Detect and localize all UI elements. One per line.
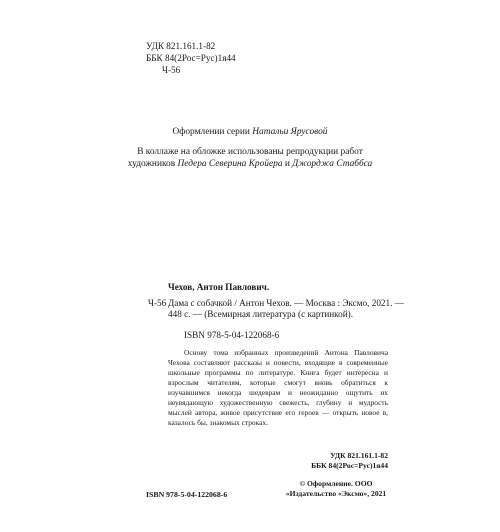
top-bbk-code: ББК 84(2Рос=Рус)1я44 xyxy=(146,53,236,63)
footer-copyright: © Оформление. ООО «Издательство «Эксмо», 2021 xyxy=(285,479,387,498)
series-note-prefix: Оформлении серии xyxy=(172,127,253,137)
collage-note-line2 xyxy=(0,158,500,170)
bibliographic-record: Дама с собачкой / Антон Чехов. — Москва : Эксмо, 2021. — 448 с. — (Всемирная литература (с картинкой). xyxy=(168,298,404,319)
top-classification-codes xyxy=(146,40,236,76)
series-design-note xyxy=(0,126,500,138)
top-udk-code: УДК 821.161.1-82 xyxy=(146,41,216,51)
bottom-bbk-code: ББК 84(2Рос=Рус)1я44 xyxy=(311,461,388,470)
bibliographic-author-mark: Ч-56 xyxy=(148,298,167,308)
book-annotation: Основу тома избранных произведений Антона Павловича Чехова составляют рассказы и повести, входящие в современные школьные программы по литературе. Книга будет интересна и взрослым читателям, которые смогут вновь обратиться к изучавшимся некогда шедеврам и неожиданно ощутить их неувядающую художественную свежесть, глубину и мудрость мыслей автора, живое присутствие его героев — открыть новое в, казалось бы, знакомых строках. xyxy=(168,348,388,427)
bibliographic-isbn: ISBN 978-5-04-122068-6 xyxy=(184,330,280,340)
footer-isbn: ISBN 978-5-04-122068-6 xyxy=(146,490,228,499)
bottom-udk-code: УДК 821.161.1-82 xyxy=(330,451,388,460)
cover-collage-note xyxy=(0,146,500,170)
collage-note-prefix: художников xyxy=(127,159,178,169)
collage-conjunction: и xyxy=(282,159,293,169)
series-designer-name: Натальи Ярусовой xyxy=(252,127,328,137)
bottom-classification-codes xyxy=(300,451,388,471)
bibliographic-author-heading: Чехов, Антон Павлович. xyxy=(168,282,270,292)
collage-artist-kroyer: Педера Северина Кройера xyxy=(177,159,283,169)
collage-note-line1: В коллаже на обложке использованы репродукции работ xyxy=(137,147,363,157)
collage-artist-stubbs: Джорджа Стаббса xyxy=(292,159,373,169)
top-author-mark: Ч-56 xyxy=(162,65,181,75)
